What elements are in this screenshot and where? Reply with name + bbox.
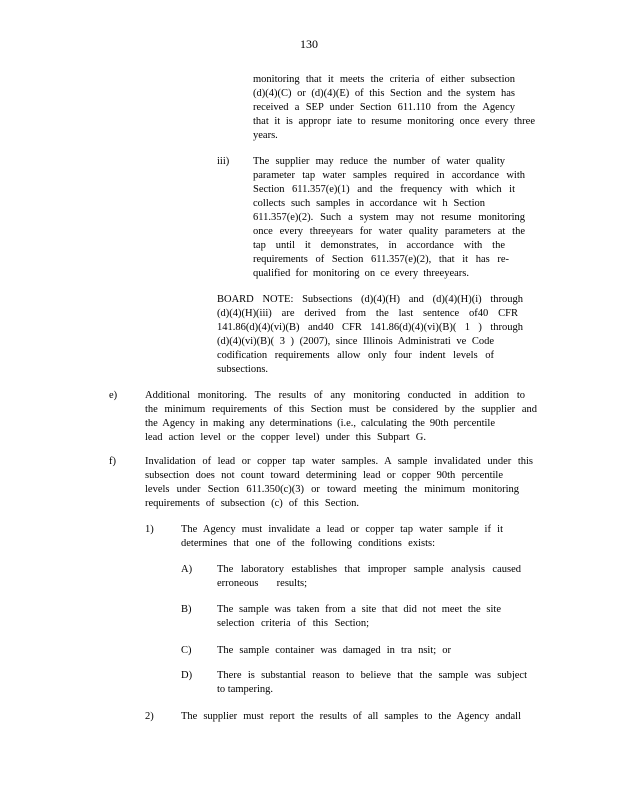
text-line: (d)(4)(vi)(B)( 3 ) (2007), since Illinois Administrati ve Code	[217, 336, 494, 347]
text-line: Additional monitoring. The results of any monitoring conducted in addition to	[145, 390, 525, 401]
text-line: (d)(4)(H)(iii) are derived from the last sentence of40 CFR	[217, 308, 518, 319]
text-line: The supplier must report the results of all samples to the Agency andall	[181, 711, 521, 722]
text-line: The sample container was damaged in tra nsit; or	[217, 645, 451, 656]
text-line: The laboratory establishes that improper sample analysis caused	[217, 564, 521, 575]
text-line: determines that one of the following conditions exists:	[181, 538, 435, 549]
text-line: to tampering.	[217, 684, 273, 695]
item-label-D: D)	[181, 670, 193, 681]
text-line: requirements of subsection (c) of this Section.	[145, 498, 359, 509]
text-line: the minimum requirements of this Section must be considered by the supplier and	[145, 404, 537, 415]
text-line: BOARD NOTE: Subsections (d)(4)(H) and (d)(4)(H)(i) through	[217, 294, 523, 305]
text-line: There is substantial reason to believe that the sample was subject	[217, 670, 527, 681]
text-line: subsections.	[217, 364, 269, 375]
text-line: qualified for monitoring on ce every threeyears.	[253, 268, 469, 279]
text-line: received a SEP under Section 611.110 from the Agency	[253, 102, 515, 113]
text-line: lead action level or the copper level) under this Subpart G.	[145, 432, 426, 443]
text-line: requirements of Section 611.357(e)(2), that it has re-	[253, 254, 509, 265]
text-line: collects such samples in accordance wit h Section	[253, 198, 485, 209]
item-label-C: C)	[181, 645, 192, 656]
text-line: years.	[253, 130, 278, 141]
text-line: The supplier may reduce the number of water quality	[253, 156, 505, 167]
text-line: selection criteria of this Section;	[217, 618, 369, 629]
text-line: tap until it demonstrates, in accordance with the	[253, 240, 505, 251]
text-line: 141.86(d)(4)(vi)(B) and40 CFR 141.86(d)(4)(vi)(B)( 1 ) through	[217, 322, 523, 333]
page-number: 130	[300, 37, 318, 51]
item-label-1: 1)	[145, 524, 154, 535]
text-line: parameter tap water samples required in accordance with	[253, 170, 525, 181]
text-line: (d)(4)(C) or (d)(4)(E) of this Section and the system has	[253, 88, 515, 99]
text-line: that it is appropr iate to resume monitoring once every three	[253, 116, 535, 127]
item-label-A: A)	[181, 564, 193, 575]
text-line: codification requirements allow only four indent levels of	[217, 350, 494, 361]
text-line: Invalidation of lead or copper tap water samples. A sample invalidated under this	[145, 456, 533, 467]
text-line: Section 611.357(e)(1) and the frequency with which it	[253, 184, 515, 195]
text-line: the Agency in making any determinations (i.e., calculating the 90th percentile	[145, 418, 495, 429]
text-line: once every threeyears for water quality parameters at the	[253, 226, 525, 237]
text-line: The Agency must invalidate a lead or copper tap water sample if it	[181, 524, 503, 535]
text-line: erroneous results;	[217, 578, 307, 589]
item-label-f: f)	[109, 456, 116, 467]
text-line: subsection does not count toward determining lead or copper 90th percentile	[145, 470, 503, 481]
item-label-iii: iii)	[217, 156, 230, 167]
text-line: The sample was taken from a site that did not meet the site	[217, 604, 501, 615]
item-label-e: e)	[109, 390, 118, 401]
text-line: monitoring that it meets the criteria of either subsection	[253, 74, 515, 85]
item-label-2: 2)	[145, 711, 154, 722]
text-line: levels under Section 611.350(c)(3) or toward meeting the minimum monitoring	[145, 484, 519, 495]
text-line: 611.357(e)(2). Such a system may not resume monitoring	[253, 212, 525, 223]
item-label-B: B)	[181, 604, 192, 615]
